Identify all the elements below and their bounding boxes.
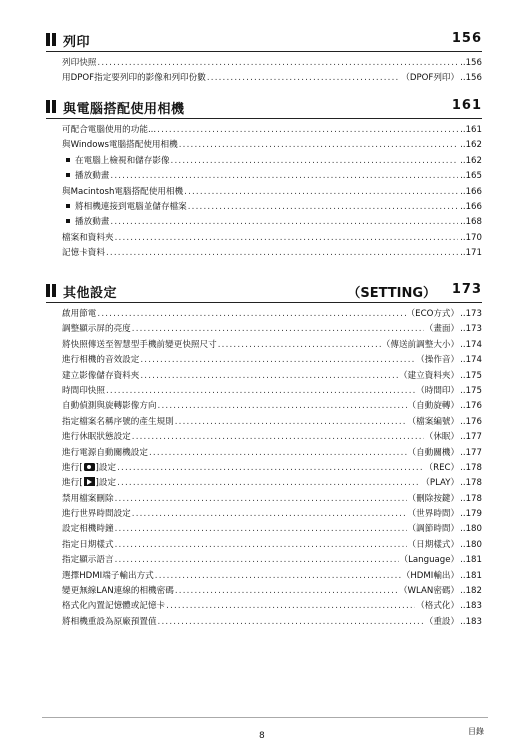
dot-leader — [175, 415, 407, 430]
section-subtitle: （SETTING） — [347, 286, 436, 301]
toc-entry-label: 可配合電腦使用的功能... — [62, 125, 157, 135]
toc-entry-label: 將相機連接到電腦並儲存檔案 — [75, 201, 187, 212]
toc-entry[interactable] — [46, 507, 482, 522]
dot-leader — [97, 307, 405, 322]
dot-leader — [155, 569, 401, 584]
toc-entry-label: 指定日期樣式 — [62, 539, 114, 550]
toc-subentry[interactable] — [46, 169, 482, 184]
footer-page-number: 8 — [259, 731, 265, 741]
toc-entry-page: ..181 — [460, 555, 482, 566]
toc-entry[interactable] — [46, 446, 482, 461]
dot-leader — [117, 461, 423, 476]
dot-leader — [140, 353, 415, 368]
toc-entry-page: ..161 — [460, 125, 482, 135]
toc-entry-label: 與Windows電腦搭配使用相機 — [62, 140, 178, 151]
toc-entry-label: 在電腦上檢視和儲存影像 — [75, 155, 170, 166]
toc-entry-label: 啟用節電 — [62, 309, 97, 319]
dot-leader — [184, 185, 458, 200]
toc-entry[interactable] — [46, 584, 482, 599]
toc-entry-note: （世界時間） — [407, 509, 460, 520]
dot-leader — [132, 322, 424, 337]
section-title: 列印 — [63, 35, 91, 50]
bullet-icon — [66, 158, 70, 162]
toc-entry-page: ..177 — [460, 432, 482, 443]
dot-leader — [115, 522, 407, 537]
dot-leader — [115, 231, 459, 246]
toc-entry-label: 進行[ ]設定 — [62, 478, 117, 489]
toc-entry-page: ..156 — [460, 73, 482, 84]
dot-leader — [188, 200, 458, 215]
toc-entry-note: （PLAY） — [421, 478, 460, 489]
toc-entry-page: ..162 — [460, 155, 482, 166]
section-header — [46, 29, 482, 52]
toc-entry-page: ..168 — [460, 217, 482, 228]
toc-entry-note: （日期樣式） — [407, 539, 460, 550]
dot-leader — [158, 399, 407, 414]
toc-entry-label: 建立影像儲存資料夾 — [62, 370, 140, 381]
section-page-number[interactable]: 173 — [451, 282, 482, 297]
dot-leader — [115, 538, 407, 553]
toc-entry-label: 播放動畫 — [75, 217, 110, 228]
toc-entry-note: （檔案編號） — [407, 416, 460, 427]
toc-entry-label: 時間印快照 — [62, 385, 105, 396]
toc-entry-note: （ECO方式） — [406, 309, 460, 319]
toc-entry-label: 記憶卡資料 — [62, 248, 105, 259]
dot-leader — [207, 71, 400, 86]
dot-leader — [158, 615, 424, 630]
toc-subentry[interactable] — [46, 215, 482, 230]
toc-entry[interactable] — [46, 492, 482, 507]
toc-entry[interactable] — [46, 599, 482, 614]
dot-leader — [149, 446, 407, 461]
toc-entry-page: ..181 — [460, 570, 482, 581]
section-settings — [46, 280, 482, 630]
toc-entry-label: 用DPOF指定要列印的影像和列印份數 — [62, 73, 206, 84]
toc-entry[interactable] — [46, 231, 482, 246]
section-printing — [46, 29, 482, 87]
toc-entry-page: ..174 — [460, 355, 482, 366]
toc-entry-label: 變更無線LAN連線的相機密碼 — [62, 586, 174, 597]
toc-entry-label: 列印快照 — [62, 58, 97, 68]
toc-entry-page: ..170 — [460, 232, 482, 243]
toc-entry-note: （調節時間） — [407, 524, 460, 535]
toc-entry-page: ..173 — [460, 324, 482, 335]
toc-entry-label: 進行[ ]設定 — [62, 462, 117, 473]
section-computer — [46, 96, 482, 262]
toc-entry[interactable] — [46, 338, 482, 353]
toc-entry-page: ..175 — [460, 370, 482, 381]
toc-entry[interactable] — [46, 353, 482, 368]
toc-entry-label: 禁用檔案刪除 — [62, 493, 114, 504]
section-title: 與電腦搭配使用相機 — [63, 102, 185, 117]
toc-entry[interactable] — [46, 71, 482, 86]
toc-entry[interactable] — [46, 399, 482, 414]
toc-entry-note: （休眠） — [424, 432, 460, 443]
toc-entry-label: 調整顯示屏的亮度 — [62, 324, 131, 335]
toc-entry-note: （刪除按鍵） — [407, 493, 460, 504]
toc-entry-page: ..165 — [460, 171, 482, 182]
dot-leader — [140, 369, 398, 384]
toc-entry-label: 自動偵測與旋轉影像方向 — [62, 401, 157, 412]
toc-entry-label: 將快照傳送至智慧型手機前變更快照尺寸 — [62, 339, 217, 350]
toc-entry-page: ..177 — [460, 447, 482, 458]
toc-entry-note: （自動旋轉） — [407, 401, 460, 412]
dot-leader — [117, 476, 420, 491]
toc-entry-label: 進行相機的音效設定 — [62, 355, 140, 366]
bullet-icon — [66, 204, 70, 208]
toc-entry-page: ..174 — [460, 339, 482, 350]
dot-leader — [132, 507, 407, 522]
dot-leader — [106, 384, 415, 399]
toc-entry[interactable] — [46, 476, 482, 491]
toc-entry-page: ..175 — [460, 385, 482, 396]
toc-entry[interactable] — [46, 615, 482, 630]
section-marker-icon — [46, 100, 56, 113]
toc-entry-label: 指定檔案名稱序號的產生規則 — [62, 416, 174, 427]
toc-entry-note: （HDMI輸出） — [401, 570, 460, 581]
dot-leader — [97, 56, 458, 71]
toc-entry[interactable] — [46, 461, 482, 476]
toc-entry[interactable] — [46, 538, 482, 553]
toc-entry-label: 進行休眠狀態設定 — [62, 432, 131, 443]
section-page-number[interactable]: 161 — [451, 98, 482, 113]
toc-entry-label: 格式化內置記憶體或記憶卡 — [62, 601, 166, 612]
play-icon — [84, 477, 95, 486]
toc-entry-page: ..173 — [460, 309, 482, 319]
dot-leader — [179, 138, 458, 153]
toc-entry-note: （時間印） — [416, 385, 460, 396]
toc-entry[interactable] — [46, 185, 482, 200]
toc-entry-note: （重設） — [424, 616, 460, 627]
toc-entry-label: 設定相機時鐘 — [62, 524, 114, 535]
section-title: 其他設定 — [63, 286, 118, 301]
section-page-number[interactable]: 156 — [451, 31, 482, 46]
toc-entry[interactable] — [46, 430, 482, 445]
toc-entry[interactable] — [46, 369, 482, 384]
toc-entry-page: ..180 — [460, 539, 482, 550]
toc-entry-page: ..176 — [460, 416, 482, 427]
toc-entry-page: ..171 — [460, 248, 482, 259]
bullet-icon — [66, 219, 70, 223]
footer-contents-link[interactable]: 目錄 — [468, 727, 484, 736]
section-header — [46, 96, 482, 119]
dot-leader — [166, 599, 415, 614]
dot-leader — [110, 215, 458, 230]
dot-leader — [218, 338, 381, 353]
toc-entry-note: （DPOF列印） — [401, 73, 460, 84]
toc-entry[interactable] — [46, 138, 482, 153]
toc-entry-page: ..162 — [460, 140, 482, 151]
dot-leader — [115, 553, 399, 568]
toc-subentry[interactable] — [46, 200, 482, 215]
toc-entry-note: （建立資料夾） — [398, 370, 460, 381]
camera-icon — [84, 463, 95, 471]
toc-entry-label: 選擇HDMI端子輸出方式 — [62, 570, 154, 581]
toc-entry-label: 檔案和資料夾 — [62, 232, 114, 243]
dot-leader — [175, 584, 398, 599]
dot-leader — [106, 246, 458, 261]
toc-entry[interactable] — [46, 569, 482, 584]
toc-entry-page: ..156 — [460, 58, 482, 68]
toc-entry[interactable] — [46, 56, 482, 71]
toc-entry-page: ..178 — [460, 493, 482, 504]
dot-leader — [110, 169, 458, 184]
dot-leader — [157, 123, 458, 138]
toc-entry-label: 進行世界時間設定 — [62, 509, 131, 520]
dot-leader — [171, 154, 459, 169]
toc-entry-note: （操作音） — [416, 355, 460, 366]
toc-entry-page: ..183 — [460, 616, 482, 627]
section-header — [46, 280, 482, 303]
toc-entry[interactable] — [46, 415, 482, 430]
toc-entry-note: （傳送前調整大小） — [381, 339, 460, 350]
toc-list — [46, 56, 482, 87]
toc-subentry[interactable] — [46, 154, 482, 169]
toc-entry[interactable] — [46, 384, 482, 399]
dot-leader — [115, 492, 407, 507]
toc-entry-page: ..178 — [460, 462, 482, 473]
toc-entry-page: ..180 — [460, 524, 482, 535]
toc-entry[interactable] — [46, 553, 482, 568]
toc-list — [46, 123, 482, 262]
toc-entry-page: ..182 — [460, 586, 482, 597]
section-marker-icon — [46, 33, 56, 46]
toc-entry[interactable] — [46, 307, 482, 322]
toc-entry-note: （WLAN密碼） — [398, 586, 460, 597]
toc-entry[interactable] — [46, 123, 482, 138]
toc-entry[interactable] — [46, 322, 482, 337]
toc-entry-page: ..166 — [460, 201, 482, 212]
bullet-icon — [66, 173, 70, 177]
toc-entry-label: 將相機重設為原廠預置值 — [62, 616, 157, 627]
toc-entry[interactable] — [46, 522, 482, 537]
toc-entry-note: （Language） — [399, 555, 460, 566]
dot-leader — [132, 430, 424, 445]
toc-entry[interactable] — [46, 246, 482, 261]
toc-entry-note: （自動關機） — [407, 447, 460, 458]
toc-entry-note: （格式化） — [416, 601, 460, 612]
toc-entry-page: ..176 — [460, 401, 482, 412]
toc-entry-page: ..179 — [460, 509, 482, 520]
toc-entry-page: ..166 — [460, 186, 482, 197]
section-marker-icon — [46, 284, 56, 297]
toc-entry-label: 進行電源自動關機設定 — [62, 447, 148, 458]
toc-entry-label: 播放動畫 — [75, 171, 110, 182]
toc-list — [46, 307, 482, 630]
footer-divider — [42, 717, 488, 718]
toc-entry-label: 與Macintosh電腦搭配使用相機 — [62, 186, 184, 197]
toc-entry-note: （REC） — [424, 462, 460, 473]
toc-entry-label: 指定顯示語言 — [62, 555, 114, 566]
toc-entry-note: （畫面） — [424, 324, 460, 335]
toc-entry-page: ..183 — [460, 601, 482, 612]
toc-entry-page: ..178 — [460, 478, 482, 489]
